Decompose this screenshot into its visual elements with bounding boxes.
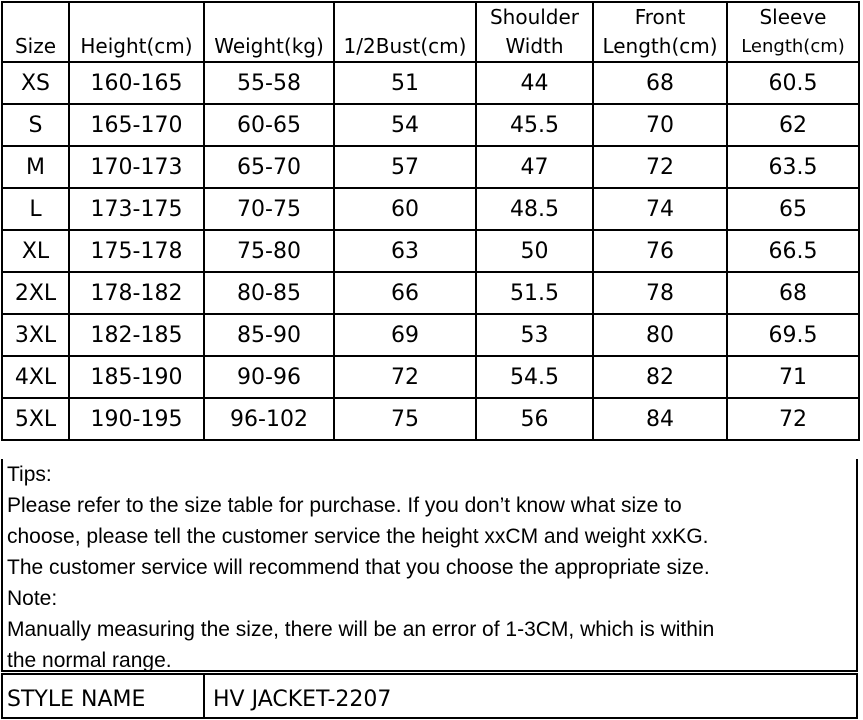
cell-front-length: 74 xyxy=(593,188,727,230)
cell-shoulder-width: 45.5 xyxy=(476,104,593,146)
cell-bust: 51 xyxy=(334,62,476,104)
style-name-row xyxy=(1,673,858,719)
cell-size: 4XL xyxy=(2,356,69,398)
cell-front-length: 68 xyxy=(593,62,727,104)
cell-front-length: 70 xyxy=(593,104,727,146)
header-front-line1: Front xyxy=(634,5,686,29)
header-shoulder-line1: Shoulder xyxy=(489,5,580,29)
cell-weight: 55-58 xyxy=(204,62,334,104)
cell-weight: 96-102 xyxy=(204,398,334,440)
cell-height: 165-170 xyxy=(69,104,204,146)
cell-weight: 65-70 xyxy=(204,146,334,188)
cell-height: 173-175 xyxy=(69,188,204,230)
tips-line: choose, please tell the customer service the height xxCM and weight xxKG. xyxy=(7,525,709,548)
header-bust: 1/2Bust(cm) xyxy=(334,2,476,62)
cell-height: 182-185 xyxy=(69,314,204,356)
header-row xyxy=(2,2,859,62)
cell-height: 178-182 xyxy=(69,272,204,314)
cell-bust: 66 xyxy=(334,272,476,314)
cell-sleeve-length: 71 xyxy=(727,356,859,398)
cell-weight: 85-90 xyxy=(204,314,334,356)
cell-weight: 70-75 xyxy=(204,188,334,230)
cell-height: 185-190 xyxy=(69,356,204,398)
cell-front-length: 76 xyxy=(593,230,727,272)
header-shoulder-line2: Width xyxy=(505,34,564,58)
header-size: Size xyxy=(2,2,69,62)
cell-shoulder-width: 47 xyxy=(476,146,593,188)
cell-sleeve-length: 62 xyxy=(727,104,859,146)
table-row xyxy=(2,188,859,230)
header-sleeve-line2: Length(cm) xyxy=(741,36,845,57)
cell-weight: 80-85 xyxy=(204,272,334,314)
cell-height: 160-165 xyxy=(69,62,204,104)
header-weight: Weight(kg) xyxy=(204,2,334,62)
tips-line: The customer service will recommend that you choose the appropriate size. xyxy=(7,556,710,579)
cell-bust: 69 xyxy=(334,314,476,356)
cell-size: XS xyxy=(2,62,69,104)
table-row xyxy=(2,230,859,272)
cell-size: XL xyxy=(2,230,69,272)
table-row xyxy=(2,104,859,146)
tips-section xyxy=(1,459,858,672)
cell-bust: 63 xyxy=(334,230,476,272)
cell-weight: 60-65 xyxy=(204,104,334,146)
cell-height: 170-173 xyxy=(69,146,204,188)
cell-weight: 75-80 xyxy=(204,230,334,272)
cell-front-length: 80 xyxy=(593,314,727,356)
cell-shoulder-width: 53 xyxy=(476,314,593,356)
cell-size: S xyxy=(2,104,69,146)
cell-height: 190-195 xyxy=(69,398,204,440)
cell-sleeve-length: 60.5 xyxy=(727,62,859,104)
cell-shoulder-width: 44 xyxy=(476,62,593,104)
cell-bust: 54 xyxy=(334,104,476,146)
tips-line: Please refer to the size table for purchase. If you don’t know what size to xyxy=(7,494,682,517)
style-name-label: STYLE NAME xyxy=(3,675,205,717)
table-row xyxy=(2,62,859,104)
cell-shoulder-width: 50 xyxy=(476,230,593,272)
cell-shoulder-width: 56 xyxy=(476,398,593,440)
cell-shoulder-width: 48.5 xyxy=(476,188,593,230)
cell-bust: 60 xyxy=(334,188,476,230)
cell-size: 5XL xyxy=(2,398,69,440)
note-heading: Note: xyxy=(7,587,58,610)
cell-size: 2XL xyxy=(2,272,69,314)
table-row xyxy=(2,146,859,188)
tips-heading: Tips: xyxy=(7,463,52,486)
cell-sleeve-length: 69.5 xyxy=(727,314,859,356)
cell-bust: 72 xyxy=(334,356,476,398)
cell-front-length: 82 xyxy=(593,356,727,398)
cell-sleeve-length: 65 xyxy=(727,188,859,230)
cell-front-length: 84 xyxy=(593,398,727,440)
header-shoulder xyxy=(476,2,593,62)
style-name-value: HV JACKET-2207 xyxy=(213,687,392,712)
cell-size: M xyxy=(2,146,69,188)
cell-height: 175-178 xyxy=(69,230,204,272)
cell-sleeve-length: 72 xyxy=(727,398,859,440)
header-front-line2: Length(cm) xyxy=(602,34,718,58)
header-front-length xyxy=(593,2,727,62)
cell-front-length: 78 xyxy=(593,272,727,314)
header-sleeve-length xyxy=(727,2,859,62)
cell-bust: 57 xyxy=(334,146,476,188)
table-row xyxy=(2,398,859,440)
cell-size: L xyxy=(2,188,69,230)
cell-sleeve-length: 68 xyxy=(727,272,859,314)
cell-size: 3XL xyxy=(2,314,69,356)
size-table xyxy=(1,1,860,441)
cell-shoulder-width: 54.5 xyxy=(476,356,593,398)
cell-sleeve-length: 66.5 xyxy=(727,230,859,272)
cell-front-length: 72 xyxy=(593,146,727,188)
cell-shoulder-width: 51.5 xyxy=(476,272,593,314)
header-height: Height(cm) xyxy=(69,2,204,62)
table-row xyxy=(2,272,859,314)
header-sleeve-line1: Sleeve xyxy=(759,5,827,29)
cell-weight: 90-96 xyxy=(204,356,334,398)
note-line: Manually measuring the size, there will be an error of 1-3CM, which is within xyxy=(7,618,715,641)
cell-sleeve-length: 63.5 xyxy=(727,146,859,188)
cell-bust: 75 xyxy=(334,398,476,440)
note-line: the normal range. xyxy=(7,649,172,672)
table-row xyxy=(2,314,859,356)
table-row xyxy=(2,356,859,398)
